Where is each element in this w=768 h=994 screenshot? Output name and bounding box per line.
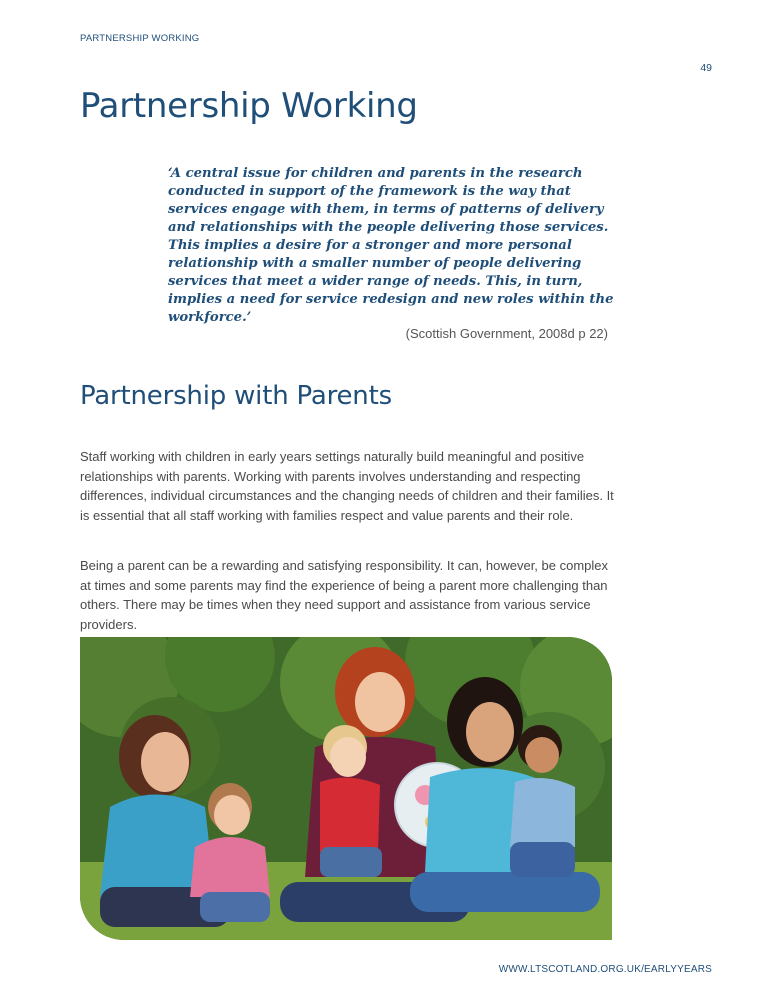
section-heading: Partnership with Parents (80, 381, 392, 411)
body-paragraph-1: Staff working with children in early years settings naturally build meaningful and positive relationships with parents. Working with parents involves understanding and respecting differences, individual circumstances and the changing needs of children and their families. It is essential that all staff working with families respect and value parents and their role. (80, 449, 614, 523)
body-paragraph-2: Being a parent can be a rewarding and satisfying responsibility. It can, however, be complex at times and some parents may find the experience of being a parent more challenging than others. There may be times when they need support and assistance from various service providers. (80, 558, 609, 632)
page-title: Partnership Working (80, 86, 418, 126)
quote-citation: (Scottish Government, 2008d p 22) (405, 326, 608, 341)
family-photo (80, 637, 612, 940)
running-head: PARTNERSHIP WORKING (80, 33, 200, 44)
photo-illustration (80, 637, 612, 940)
footer-url[interactable]: WWW.LTSCOTLAND.ORG.UK/EARLYYEARS (498, 964, 712, 975)
page-number: 49 (700, 62, 712, 74)
quote-text: ‘A central issue for children and parents in the research conducted in support of the framework is the way that services engage with them, in terms of patterns of delivery and relationships with the people delivering those services. This implies a desire for a stronger and more personal relationship with a smaller number of people delivering services that meet a wider range of needs. This, in turn, implies a need for service redesign and new roles within the workforce.’ (168, 166, 614, 325)
